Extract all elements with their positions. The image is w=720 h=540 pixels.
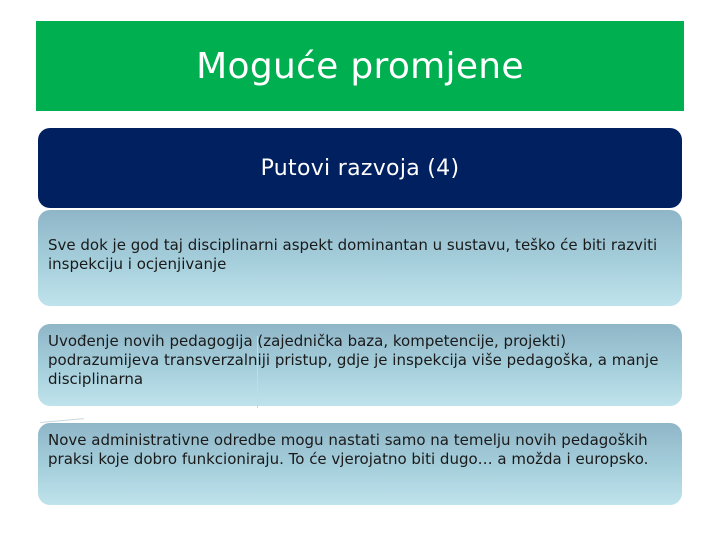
content-card-3	[38, 423, 682, 505]
section-header-text: Putovi razvoja (4)	[260, 155, 460, 181]
content-card-2	[38, 324, 682, 406]
faint-vertical-divider	[257, 336, 258, 408]
content-card-2-text: Uvođenje novih pedagogija (zajednička baza, kompetencije, projekti) podrazumijeva transverzalniji pristup, gdje je inspekcija više pedagoška, a manje disciplinarna	[48, 332, 659, 388]
title-bar	[36, 21, 684, 111]
slide-title: Moguće promjene	[196, 45, 524, 87]
content-card-3-text: Nove administrativne odredbe mogu nastati samo na temelju novih pedagoških praksi koje dobro funkcioniraju. To će vjerojatno biti dugo… a možda i europsko.	[48, 431, 649, 468]
content-card-1	[38, 210, 682, 306]
section-header	[38, 128, 682, 208]
content-card-1-text: Sve dok je god taj disciplinarni aspekt dominantan u sustavu, teško će biti razviti inspekciju i ocjenjivanje	[48, 236, 658, 273]
